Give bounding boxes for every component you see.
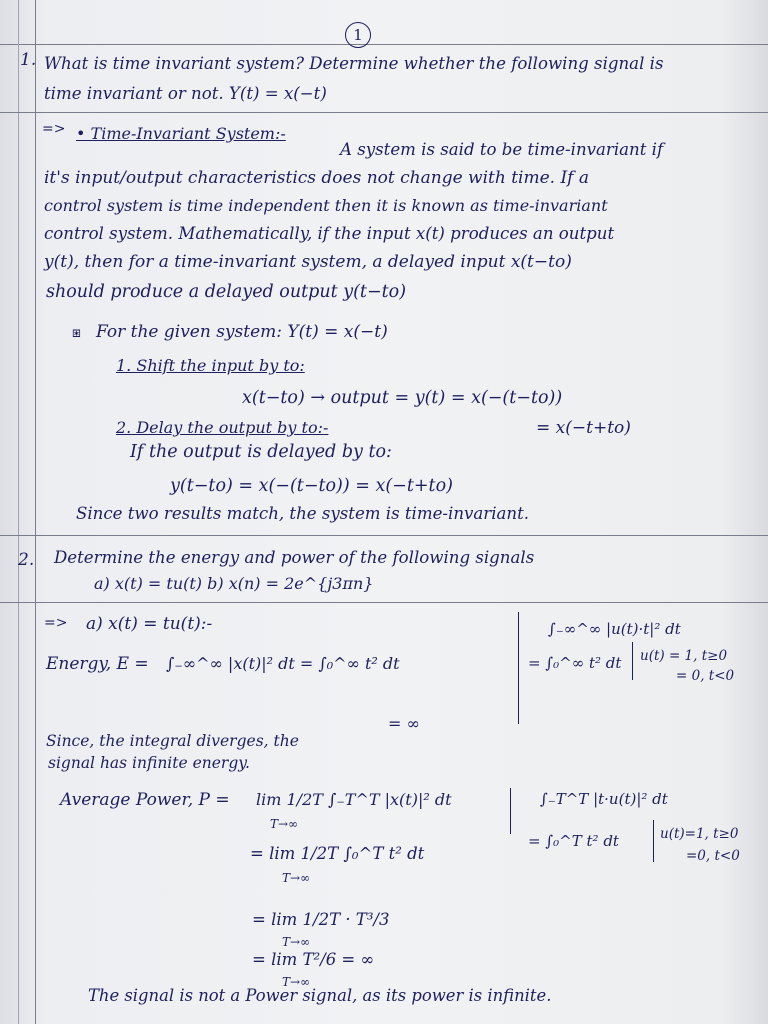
a1-step-1-cont: = x(−t+to) (536, 418, 631, 438)
a1-step-2-label: 2. Delay the output by to:- (116, 418, 329, 437)
a2-side-2-mid: = ∫₀^T t² dt (528, 832, 619, 850)
top-rule (0, 44, 768, 45)
q2-answer-rule (0, 602, 768, 603)
a1-def-line-1: A system is said to be time-invariant if (340, 140, 664, 159)
q1-line-1: What is time invariant system? Determine whether the following signal is (44, 54, 664, 73)
a1-arrow: => (42, 121, 66, 137)
a2-arrow: => (44, 615, 68, 631)
a2-power-expr: lim 1/2T ∫₋T^T |x(t)|² dt (256, 790, 452, 809)
case-divider-1 (632, 642, 633, 680)
a2-side-2-case-2: =0, t<0 (686, 848, 740, 864)
left-margin-line (35, 0, 36, 1024)
q2-line-2: a) x(t) = tu(t) b) x(n) = 2e^{j3πn} (94, 574, 374, 593)
q1-answer-rule (0, 112, 768, 113)
a1-step-2-line-1: If the output is delayed by to: (130, 442, 392, 462)
q2-number: 2. (18, 550, 35, 570)
a1-step-2-line-2: y(t−to) = x(−(t−to)) = x(−t+to) (170, 476, 453, 496)
a1-step-1-line: x(t−to) → output = y(t) = x(−(t−to)) (242, 388, 563, 408)
a1-given: For the given system: Y(t) = x(−t) (96, 322, 388, 342)
a1-heading: • Time-Invariant System:- (76, 124, 286, 143)
a2-power-label: Average Power, P = (60, 790, 230, 810)
a2-power-step-2-sub: T→∞ (282, 935, 311, 949)
a2-power-step-3-sub: T→∞ (282, 975, 311, 989)
a2-power-step-3: = lim T²/6 = ∞ (252, 950, 375, 969)
a1-conclusion: Since two results match, the system is time-invariant. (76, 504, 530, 523)
side-calc-divider-1 (518, 612, 519, 724)
a2-side-1-mid: = ∫₀^∞ t² dt (528, 654, 622, 672)
a2-power-step-1: = lim 1/2T ∫₀^T t² dt (250, 844, 425, 863)
a2-energy-label: Energy, E = (46, 654, 149, 674)
a2-side-2-case-1: u(t)=1, t≥0 (660, 826, 739, 842)
a2-diverge-line-1: Since, the integral diverges, the (46, 732, 299, 750)
a1-def-line-2: it's input/output characteristics does not change with time. If a (44, 168, 590, 188)
a2-side-2-top: ∫₋T^T |t·u(t)|² dt (540, 790, 668, 808)
a1-def-line-3: control system is time independent then it is known as time-invariant (44, 196, 608, 215)
q1-line-2: time invariant or not. Y(t) = x(−t) (44, 84, 327, 103)
a1-def-line-5: y(t), then for a time-invariant system, a delayed input x(t−to) (44, 252, 572, 272)
q1-number: 1. (20, 50, 37, 70)
a1-bullet-icon: ⧆ (72, 325, 81, 341)
a2-power-step-2: = lim 1/2T · T³/3 (252, 910, 390, 929)
a2-diverge-line-2: signal has infinite energy. (48, 754, 250, 772)
a1-def-line-4: control system. Mathematically, if the input x(t) produces an output (44, 224, 615, 243)
a2-limit-subscript: T→∞ (270, 817, 299, 831)
a2-equals-infinity: = ∞ (388, 714, 420, 733)
q2-rule (0, 535, 768, 536)
a2-side-1-top: ∫₋∞^∞ |u(t)·t|² dt (548, 620, 681, 638)
a2-side-1-case-1: u(t) = 1, t≥0 (640, 648, 728, 664)
a2-final-statement: The signal is not a Power signal, as its power is infinite. (88, 986, 552, 1005)
a2-part-a: a) x(t) = tu(t):- (86, 614, 213, 634)
case-divider-2 (653, 820, 654, 862)
a2-energy-expr: ∫₋∞^∞ |x(t)|² dt = ∫₀^∞ t² dt (166, 654, 400, 673)
a2-power-step-1-sub: T→∞ (282, 871, 311, 885)
a2-side-1-case-2: = 0, t<0 (676, 668, 735, 684)
side-calc-divider-2 (510, 788, 511, 834)
q2-line-1: Determine the energy and power of the following signals (54, 548, 535, 567)
a1-def-line-6: should produce a delayed output y(t−to) (46, 282, 407, 302)
page-number-circle: 1 (345, 22, 371, 48)
left-margin-line-outer (18, 0, 19, 1024)
a1-step-1-label: 1. Shift the input by to: (116, 356, 305, 375)
